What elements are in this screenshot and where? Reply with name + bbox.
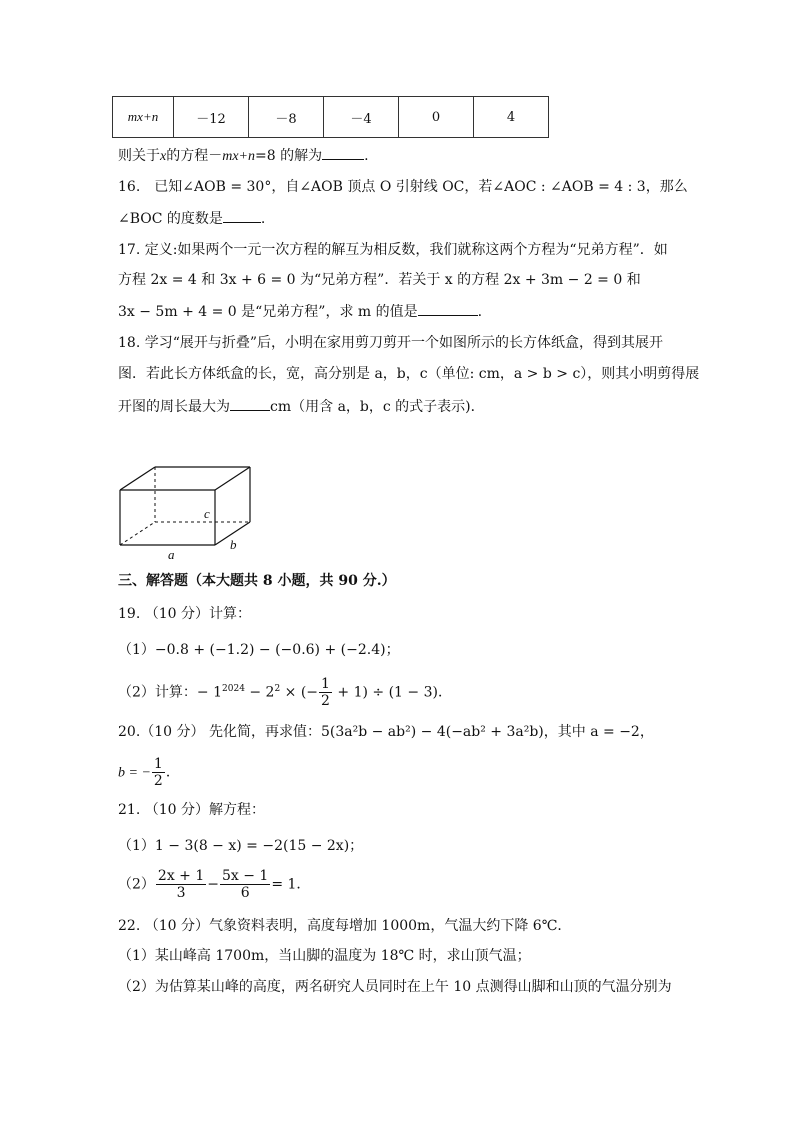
part-label: （1） bbox=[118, 838, 155, 854]
fraction: $\frac{1}{2}$ bbox=[321, 676, 330, 709]
exponent: 2024 bbox=[222, 683, 245, 694]
value-table bbox=[112, 96, 549, 138]
part-label: （2） bbox=[118, 876, 155, 893]
label-b: b bbox=[230, 537, 237, 552]
q20-line1: 20.（10 分） 先化简，再求值：5(3a²b − ab²) − 4(−ab² + 3a²b)，其中 a = −2， bbox=[118, 724, 654, 740]
exponent: 2 bbox=[274, 683, 281, 694]
q15-text: 的方程－ bbox=[166, 148, 223, 164]
q17-line1: 17. 定义:如果两个一元一次方程的解互为相反数，我们就称这两个方程为“兄弟方程”．如 bbox=[118, 242, 668, 258]
fraction: $\frac{5x - 1}{6}$ bbox=[222, 868, 269, 901]
part-label: （1） bbox=[118, 642, 155, 658]
q16-line2 bbox=[118, 208, 265, 229]
q21-expr: 1 − 3(8 − x) = −2(15 − 2x)； bbox=[154, 838, 364, 854]
q20-expr: b = − bbox=[118, 765, 151, 781]
q17-end: . bbox=[477, 304, 483, 320]
q19-expr: −0.8 + (−1.2) − (−0.6) + (−2.4)； bbox=[154, 642, 400, 658]
q18-line1: 18. 学习“展开与折叠”后，小明在家用剪刀剪开一个如图所示的长方体纸盒，得到其展开 bbox=[118, 335, 664, 351]
q15-end: . bbox=[364, 148, 369, 164]
q17-text: 3x − 5m + 4 = 0 是“兄弟方程”，求 m 的值是 bbox=[118, 304, 418, 320]
part-label: （2）计算： bbox=[118, 684, 197, 701]
q16-line1: 16. 已知∠AOB = 30°，自∠AOB 顶点 O 引射线 OC，若∠AOC : ∠AOB = 4 : 3，那么 bbox=[118, 179, 688, 195]
table-cell: －8 bbox=[249, 97, 324, 138]
q22-part2: （2）为估算某山峰的高度，两名研究人员同时在上午 10 点测得山脚和山顶的气温分别为 bbox=[118, 979, 672, 995]
label-a: a bbox=[168, 547, 175, 562]
q21-expr: − bbox=[207, 876, 219, 893]
table-cell: 4 bbox=[474, 97, 549, 138]
answer-blank[interactable] bbox=[322, 145, 364, 160]
table-header-cell: mx+n bbox=[113, 97, 174, 138]
section-title: 三、解答题（本大题共 8 小题，共 90 分.） bbox=[118, 573, 396, 589]
q22-head: 22. （10 分）气象资料表明，高度每增加 1000m，气温大约下降 6℃． bbox=[118, 918, 572, 934]
label-c: c bbox=[204, 506, 210, 521]
cuboid-figure bbox=[110, 455, 270, 565]
q20-end: ． bbox=[165, 764, 180, 781]
q21-expr: = 1． bbox=[271, 876, 311, 893]
fraction: $\frac{2x + 1}{3}$ bbox=[157, 868, 205, 901]
q15-text: =8 的解为 bbox=[255, 148, 323, 164]
q20-line2 bbox=[118, 756, 180, 789]
q17-line2: 方程 2x = 4 和 3x + 6 = 0 为“兄弟方程”．若关于 x 的方程 2x + 3m − 2 = 0 和 bbox=[118, 272, 641, 288]
q16-end: . bbox=[260, 211, 266, 227]
q21-head: 21. （10 分）解方程： bbox=[118, 802, 265, 818]
q17-line3 bbox=[118, 301, 482, 322]
q22-part1: （1）某山峰高 1700m，当山脚的温度为 18℃ 时，求山顶气温； bbox=[118, 948, 531, 964]
q19-expr: × (− bbox=[280, 684, 319, 701]
answer-blank[interactable] bbox=[223, 208, 261, 223]
q19-part1 bbox=[118, 640, 400, 660]
q15-eq: mx+n bbox=[222, 149, 255, 164]
answer-blank[interactable] bbox=[230, 396, 270, 411]
q21-part2 bbox=[118, 868, 310, 901]
q15-line bbox=[118, 145, 369, 167]
q18-text: cm（用含 a，b，c 的式子表示)． bbox=[270, 399, 485, 415]
table-cell: －12 bbox=[174, 97, 249, 138]
fraction: $\frac{1}{2}$ bbox=[153, 756, 163, 789]
q16-text: ∠BOC 的度数是 bbox=[118, 211, 223, 227]
table-cell: 0 bbox=[399, 97, 474, 138]
answer-blank[interactable] bbox=[418, 301, 478, 316]
q19-expr: − 2 bbox=[244, 684, 275, 701]
q19-head: 19. （10 分）计算： bbox=[118, 606, 251, 622]
q15-text: 则关于 bbox=[118, 148, 160, 164]
q18-line3 bbox=[118, 396, 485, 417]
q19-expr: + 1) ÷ (1 − 3)． bbox=[332, 684, 452, 701]
q19-expr: − 1 bbox=[196, 684, 223, 701]
table-cell: －4 bbox=[324, 97, 399, 138]
q18-line2: 图．若此长方体纸盒的长，宽，高分别是 a，b，c（单位: cm，a > b > c），则其小明剪得展 bbox=[118, 366, 700, 382]
q21-part1 bbox=[118, 836, 363, 856]
q18-text: 开图的周长最大为 bbox=[118, 399, 230, 415]
q15-var: x bbox=[160, 149, 167, 164]
q19-part2 bbox=[118, 676, 452, 709]
